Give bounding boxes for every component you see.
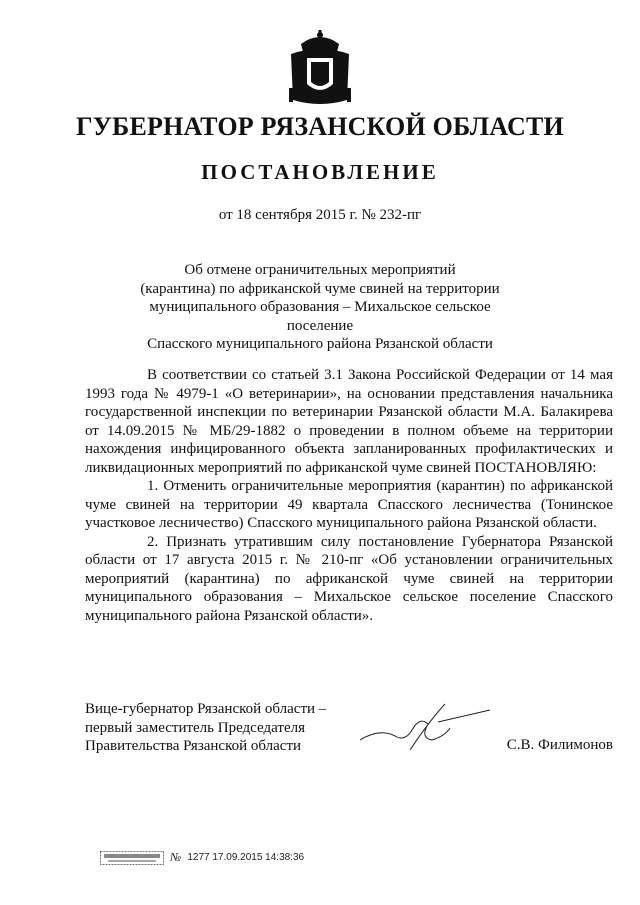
organization-title: ГУБЕРНАТОР РЯЗАНСКОЙ ОБЛАСТИ	[76, 112, 564, 141]
document-date-number: от 18 сентября 2015 г. № 232-пг	[218, 207, 422, 223]
signatory-name: С.В. Филимонов	[506, 737, 613, 753]
subject-line: (карантина) по африканской чуме свиней на территории	[140, 280, 500, 297]
subject-line: Об отмене ограничительных мероприятий	[184, 262, 456, 278]
registration-footer	[100, 850, 304, 865]
document-type-title: ПОСТАНОВЛЕНИЕ	[201, 160, 439, 184]
coat-of-arms-emblem	[287, 30, 353, 108]
position-line: Правительства Рязанской области	[85, 738, 302, 754]
body-paragraph: 1. Отменить ограничительные мероприятия (карантин) по африканской чуме свиней на территории 49 квартала Спасского лесничества (Тонинское участковое лесничество) Спасского муниципального района Рязанской области.	[85, 478, 613, 531]
registry-stamp	[100, 851, 164, 865]
handwritten-signature	[350, 700, 500, 760]
document-body	[85, 366, 613, 625]
position-line: Вице-губернатор Рязанской области –	[85, 701, 327, 717]
position-line: первый заместитель Председателя	[85, 719, 305, 736]
subject-line: Спасского муниципального района Рязанской области	[147, 336, 493, 352]
number-sign-icon: №	[170, 850, 182, 864]
body-paragraph: 2. Признать утратившим силу постановление Губернатора Рязанской области от 17 августа 2015 г. № 210-пг «Об установлении ограничительных мероприятий (карантина) по африканской чуме свиней на территории муниципального образования – Михальское сельское поселение Спасского муниципального района Рязанской области».	[85, 533, 613, 624]
body-paragraph: В соответствии со статьей 3.1 Закона Российской Федерации от 14 мая 1993 года № 4979-1 «О ветеринарии», на основании представления начальника государственной инспекции по ветеринарии Рязанской области М.А. Балакирева от 14.09.2015 № МБ/29-1882 о проведении в полном объеме на территории нахождения инфицированного объекта запланированных профилактических и ликвидационных мероприятий по африканской чуме свиней ПОСТАНОВЛЯЮ:	[85, 367, 613, 476]
subject-line: муниципального образования – Михальское сельское поселение	[149, 299, 491, 334]
registration-text: 1277 17.09.2015 14:38:36	[187, 852, 305, 863]
document-subject	[120, 261, 520, 354]
signatory-position	[85, 700, 326, 756]
